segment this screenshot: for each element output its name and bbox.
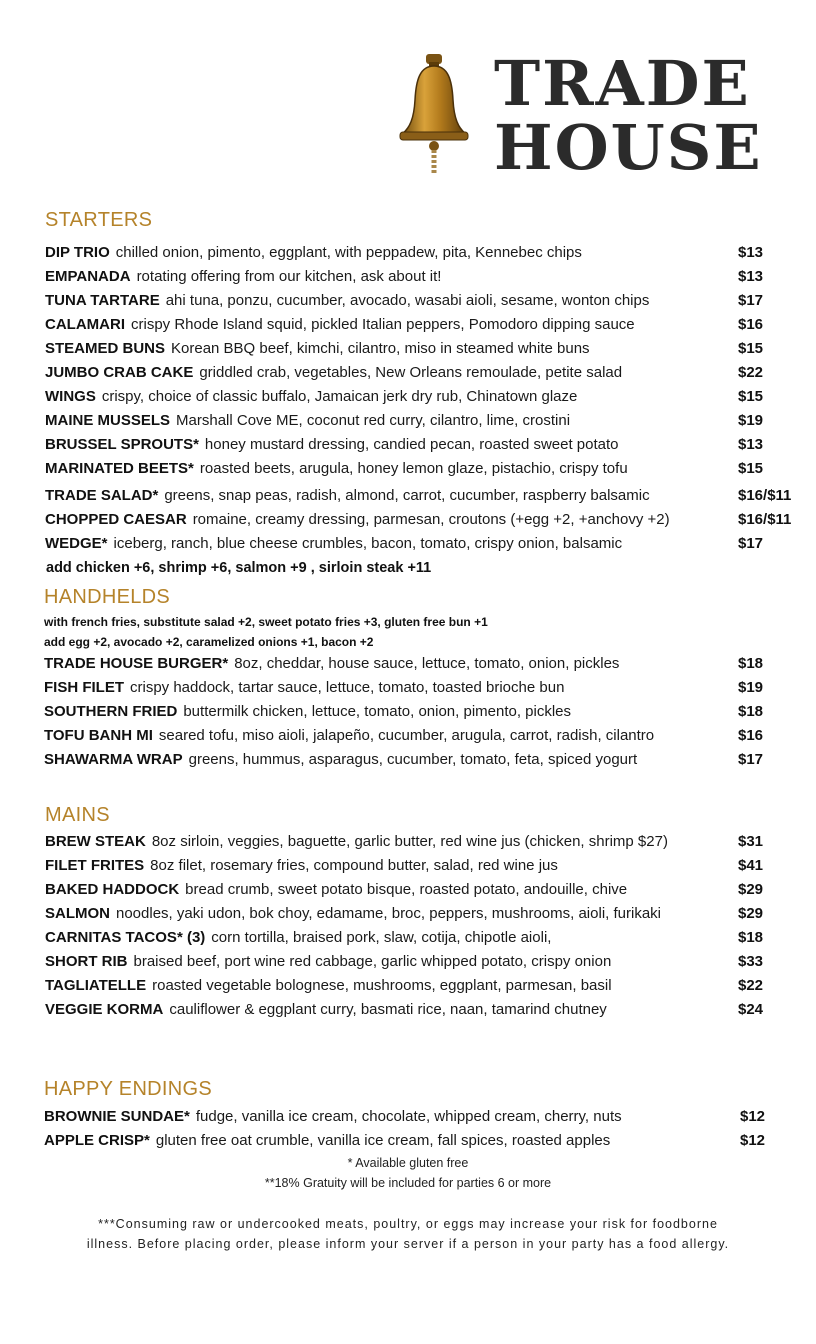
item-desc: fudge, vanilla ice cream, chocolate, whipped cream, cherry, nuts bbox=[195, 1108, 622, 1125]
item-name: CARNITAS TACOS* (3) bbox=[45, 929, 206, 946]
item-name: EMPANADA bbox=[45, 268, 131, 285]
item-price: $33 bbox=[738, 953, 764, 970]
menu-item bbox=[45, 533, 622, 555]
item-desc: crispy, choice of classic buffalo, Jamaican jerk dry rub, Chinatown glaze bbox=[101, 388, 578, 405]
item-desc: greens, hummus, asparagus, cucumber, tomato, feta, spiced yogurt bbox=[188, 751, 638, 768]
item-desc: Korean BBQ beef, kimchi, cilantro, miso in steamed white buns bbox=[171, 340, 590, 357]
menu-item bbox=[44, 653, 619, 675]
item-price: $15 bbox=[738, 460, 764, 477]
item-price: $19 bbox=[738, 412, 764, 429]
item-name: WINGS bbox=[45, 388, 96, 405]
item-desc: chilled onion, pimento, eggplant, with peppadew, pita, Kennebec chips bbox=[115, 244, 582, 261]
item-price: $29 bbox=[738, 881, 764, 898]
item-name: WEDGE* bbox=[45, 535, 108, 552]
item-name: MARINATED BEETS* bbox=[45, 460, 194, 477]
item-name: SOUTHERN FRIED bbox=[44, 703, 178, 720]
item-price: $22 bbox=[738, 364, 764, 381]
item-price: $19 bbox=[738, 679, 764, 696]
item-price: $16 bbox=[738, 727, 764, 744]
menu-item bbox=[45, 927, 551, 949]
item-price: $13 bbox=[738, 436, 764, 453]
item-name: SALMON bbox=[45, 905, 110, 922]
menu-item bbox=[45, 975, 612, 997]
item-desc: romaine, creamy dressing, parmesan, croutons (+egg +2, +anchovy +2) bbox=[192, 511, 670, 528]
item-desc: honey mustard dressing, candied pecan, roasted sweet potato bbox=[204, 436, 619, 453]
item-name: FILET FRITES bbox=[45, 857, 145, 874]
menu-item bbox=[45, 266, 441, 288]
item-name: CALAMARI bbox=[45, 316, 125, 333]
menu-item bbox=[45, 242, 582, 264]
item-price: $15 bbox=[738, 340, 764, 357]
item-desc: corn tortilla, braised pork, slaw, cotija, chipotle aioli, bbox=[211, 929, 552, 946]
item-price: $18 bbox=[738, 929, 764, 946]
disclaimer-line-1: ***Consuming raw or undercooked meats, poultry, or eggs may increase your risk for foodborne bbox=[98, 1217, 718, 1231]
item-name: BREW STEAK bbox=[45, 833, 146, 850]
item-price: $13 bbox=[738, 244, 764, 261]
item-name: BRUSSEL SPROUTS* bbox=[45, 436, 199, 453]
menu-item bbox=[45, 951, 611, 973]
gluten-free-note: * Available gluten free bbox=[347, 1156, 469, 1170]
disclaimer-line-2: illness. Before placing order, please inform your server if a person in your party has a food allergy. bbox=[86, 1237, 730, 1251]
menu-item bbox=[45, 903, 661, 925]
menu-item bbox=[45, 999, 607, 1021]
item-name: TAGLIATELLE bbox=[45, 977, 147, 994]
item-name: FISH FILET bbox=[44, 679, 124, 696]
item-desc: Marshall Cove ME, coconut red curry, cilantro, lime, crostini bbox=[176, 412, 571, 429]
item-price: $18 bbox=[738, 655, 764, 672]
menu-item bbox=[45, 362, 622, 384]
item-name: DIP TRIO bbox=[45, 244, 110, 261]
item-name: JUMBO CRAB CAKE bbox=[45, 364, 194, 381]
menu-item bbox=[44, 725, 654, 747]
item-price: $18 bbox=[738, 703, 764, 720]
menu-item bbox=[45, 386, 577, 408]
bell-icon bbox=[398, 52, 470, 176]
starters-addon: add chicken +6, shrimp +6, salmon +9 , sirloin steak +11 bbox=[46, 560, 432, 576]
menu-item bbox=[45, 434, 619, 456]
item-desc: braised beef, port wine red cabbage, garlic whipped potato, crispy onion bbox=[133, 953, 612, 970]
menu-item bbox=[45, 879, 627, 901]
item-price: $31 bbox=[738, 833, 764, 850]
menu-item bbox=[45, 458, 628, 480]
menu-item bbox=[45, 855, 558, 877]
item-price: $17 bbox=[738, 751, 764, 768]
item-price: $17 bbox=[738, 292, 764, 309]
gratuity-note: **18% Gratuity will be included for parties 6 or more bbox=[264, 1176, 552, 1190]
item-desc: buttermilk chicken, lettuce, tomato, onion, pimento, pickles bbox=[183, 703, 572, 720]
item-name: APPLE CRISP* bbox=[44, 1132, 150, 1149]
item-name: TRADE SALAD* bbox=[45, 487, 159, 504]
menu-item bbox=[45, 831, 668, 853]
menu-item bbox=[45, 410, 570, 432]
item-desc: 8oz filet, rosemary fries, compound butter, salad, red wine jus bbox=[150, 857, 558, 874]
menu-item bbox=[45, 338, 590, 360]
item-desc: crispy Rhode Island squid, pickled Italian peppers, Pomodoro dipping sauce bbox=[131, 316, 635, 333]
item-desc: iceberg, ranch, blue cheese crumbles, bacon, tomato, crispy onion, balsamic bbox=[113, 535, 623, 552]
item-name: CHOPPED CAESAR bbox=[45, 511, 187, 528]
item-desc: noodles, yaki udon, bok choy, edamame, broc, peppers, mushrooms, aioli, furikaki bbox=[116, 905, 661, 922]
handhelds-note-1: with french fries, substitute salad +2, sweet potato fries +3, gluten free bun +1 bbox=[44, 615, 488, 629]
menu-item bbox=[44, 1106, 622, 1128]
item-desc: griddled crab, vegetables, New Orleans remoulade, petite salad bbox=[199, 364, 623, 381]
item-price: $22 bbox=[738, 977, 764, 994]
item-name: STEAMED BUNS bbox=[45, 340, 166, 357]
item-desc: roasted beets, arugula, honey lemon glaze, pistachio, crispy tofu bbox=[199, 460, 628, 477]
item-price: $13 bbox=[738, 268, 764, 285]
mains-title: MAINS bbox=[45, 804, 110, 826]
item-name: VEGGIE KORMA bbox=[45, 1001, 164, 1018]
menu-item bbox=[45, 314, 635, 336]
item-price: $17 bbox=[738, 535, 764, 552]
menu-item bbox=[44, 677, 564, 699]
item-price: $16/$11 bbox=[738, 511, 792, 528]
handhelds-title: HANDHELDS bbox=[44, 586, 171, 608]
item-name: MAINE MUSSELS bbox=[45, 412, 171, 429]
item-desc: seared tofu, miso aioli, jalapeño, cucumber, arugula, carrot, radish, cilantro bbox=[158, 727, 655, 744]
item-price: $15 bbox=[738, 388, 764, 405]
item-price: $41 bbox=[738, 857, 764, 874]
item-price: $24 bbox=[738, 1001, 764, 1018]
item-price: $16 bbox=[738, 316, 764, 333]
item-desc: 8oz, cheddar, house sauce, lettuce, tomato, onion, pickles bbox=[234, 655, 620, 672]
item-desc: 8oz sirloin, veggies, baguette, garlic butter, red wine jus (chicken, shrimp $27) bbox=[151, 833, 668, 850]
logo-line-2: HOUSE bbox=[494, 111, 763, 184]
item-desc: gluten free oat crumble, vanilla ice cream, fall spices, roasted apples bbox=[155, 1132, 611, 1149]
menu-item bbox=[45, 509, 670, 531]
handhelds-note-2: add egg +2, avocado +2, caramelized onions +1, bacon +2 bbox=[44, 635, 374, 649]
item-price: $12 bbox=[740, 1108, 766, 1125]
item-name: TRADE HOUSE BURGER* bbox=[44, 655, 229, 672]
menu-item bbox=[45, 485, 650, 507]
item-price: $12 bbox=[740, 1132, 766, 1149]
logo-line-1: TRADE bbox=[494, 47, 751, 120]
item-name: TOFU BANH MI bbox=[44, 727, 153, 744]
item-price: $29 bbox=[738, 905, 764, 922]
menu-item bbox=[44, 749, 637, 771]
item-name: BAKED HADDOCK bbox=[45, 881, 180, 898]
menu-item bbox=[45, 290, 649, 312]
item-desc: roasted vegetable bolognese, mushrooms, eggplant, parmesan, basil bbox=[152, 977, 612, 994]
item-desc: rotating offering from our kitchen, ask about it! bbox=[136, 268, 442, 285]
endings-title: HAPPY ENDINGS bbox=[44, 1078, 213, 1100]
item-name: SHORT RIB bbox=[45, 953, 128, 970]
starters-title: STARTERS bbox=[45, 209, 153, 231]
trade-house-logo bbox=[398, 47, 768, 184]
item-name: BROWNIE SUNDAE* bbox=[44, 1108, 190, 1125]
item-name: SHAWARMA WRAP bbox=[44, 751, 183, 768]
item-price: $16/$11 bbox=[738, 487, 792, 504]
item-desc: bread crumb, sweet potato bisque, roasted potato, andouille, chive bbox=[185, 881, 628, 898]
menu-item bbox=[44, 701, 571, 723]
item-desc: greens, snap peas, radish, almond, carrot, cucumber, raspberry balsamic bbox=[164, 487, 650, 504]
item-name: TUNA TARTARE bbox=[45, 292, 160, 309]
item-desc: crispy haddock, tartar sauce, lettuce, tomato, toasted brioche bun bbox=[130, 679, 565, 696]
menu-item bbox=[44, 1130, 610, 1152]
item-desc: cauliflower & eggplant curry, basmati rice, naan, tamarind chutney bbox=[169, 1001, 607, 1018]
item-desc: ahi tuna, ponzu, cucumber, avocado, wasabi aioli, sesame, wonton chips bbox=[165, 292, 650, 309]
